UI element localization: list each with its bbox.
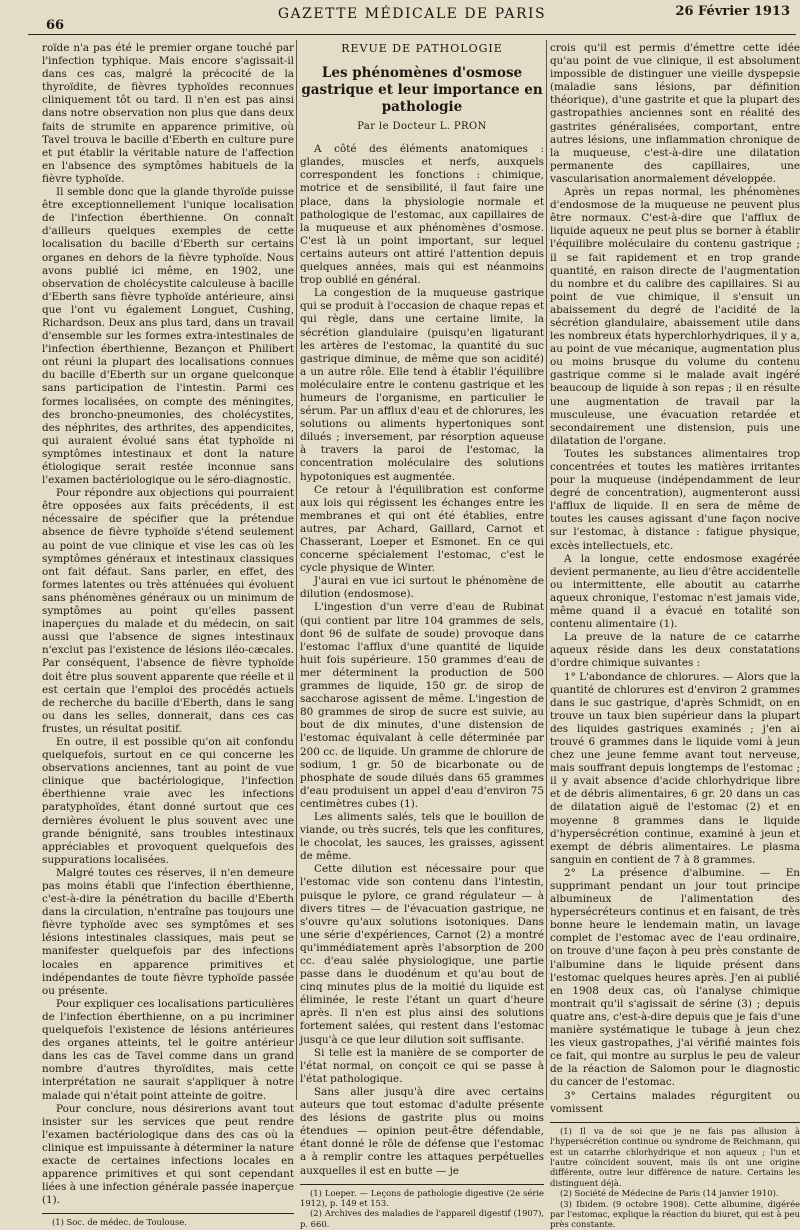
column-3 [550, 42, 800, 1230]
article-author: Par le Docteur L. PRON [357, 121, 487, 133]
paragraph: Ce retour à l'équilibration est conforme aux lois qui régissent les échanges entre les membranes et qui ont été établies, entre autres, par Achard, Gaillard, Carnot et Chasserant, Loeper et Esmonet. En ce qui concerne spécialement l'estomac, c'est le cycle physique de Winter. [300, 483, 544, 575]
paragraph: La congestion de la muqueuse gastrique qui se produit à l'occasion de chaque repas et qui règle, dans une certaine limite, la sécrétion glandulaire (puisqu'en ligaturant les artères de l'estomac, la quantité du suc gastrique diminue, de même que son acidité) a un autre rôle. Elle tend à établir l'équilibre moléculaire entre le contenu gastrique et les humeurs de l'organisme, en particulier le sérum. Par un afflux d'eau et de chlorures, les solutions ou aliments hypertoniques sont dilués ; inversement, par résorption aqueuse à travers la paroi de l'estomac, la concentration moléculaire des solutions hypotoniques est augmentée. [300, 287, 544, 483]
paragraph: Cette dilution est nécessaire pour que l'estomac vide son contenu dans l'intestin, puisque le pylore, ce grand régulateur — à divers titres — de l'évacuation gastrique, ne s'ouvre qu'aux solutions isotoniques. Dans une série d'expériences, Carnot (2) a montré qu'immédiatement après l'absorption de 200 cc. d'eau salée physiologique, une partie passe dans le duodénum et qu'au bout de cinq minutes plus de la moitié du liquide est éliminée, le reste l'étant un quart d'heure après. Il n'en est plus ainsi des solutions fortement salées, qui restent dans l'estomac jusqu'à ce que leur dilution soit suffisante. [300, 863, 544, 1046]
journal-title: GAZETTE MÉDICALE DE PARIS [277, 6, 547, 22]
paragraph: Il semble donc que la glande thyroïde puisse être exceptionnellement l'unique localisation de l'infection éberthienne. On connaît d'ailleurs quelques exemples de cette localisation du bacille d'Eberth sur certains organes en dehors de la fièvre typhoïde. Nous avons publié ici même, en 1902, une observation de cholécystite calculeuse à bacille d'Eberth sans fièvre typhoïde antérieure, ainsi que l'ont vu également Longuet, Cushing, Richardson. Deux ans plus tard, dans un travail d'ensemble sur les formes extra-intestinales de l'infection éberthienne, Bezançon et Philibert ont réuni la plupart des localisations connues du bacille d'Eberth sur un organe quelconque sans participation de l'intestin. Parmi ces formes localisées, on compte des méningites, des broncho-pneumonies, des cholécystites, des néphrites, des arthrites, des appendicites, qui auraient évolué sans état typhoïde ni symptômes intestinaux et dont la nature étiologique serait restée inconnue sans l'examen bactériologique ou le séro-diagnostic. [42, 186, 294, 487]
paragraph: J'aurai en vue ici surtout le phénomène de dilution (endosmose). [300, 575, 544, 601]
paragraph: Pour répondre aux objections qui pourraient être opposées aux faits précédents, il est nécessaire de spécifier que la prétendue absence de fièvre typhoïde s'étend seulement au point de vue clinique et vise les cas où les symptômes généraux et intestinaux classiques ont fait défaut. Sans parler, en effet, des formes latentes ou très atténuées qui évoluent sans phénomènes généraux ou un minimum de symptômes au point qu'elles passent inaperçues du malade et du médecin, on sait aussi que l'absence de signes intestinaux n'exclut pas l'existence de lésions iléo-cæcales. Par conséquent, l'absence de fièvre typhoïde doit être plus souvent apparente que réelle et il est certain que l'emploi des procédés actuels de recherche du bacille d'Eberth, dans le sang ou dans les selles, donnerait, dans ces cas frustes, un résultat positif. [42, 487, 294, 735]
paragraph: A la longue, cette endosmose exagérée devient permanente, au lieu d'être accidentelle ou intermittente, elle aboutit au catarrhe aqueux chronique, l'estomac n'est jamais vide, même quand il a évacué en totalité son contenu alimentaire (1). [550, 552, 800, 631]
paragraph: 3° Certains malades régurgitent ou vomissent [550, 1089, 800, 1115]
footnote: (1) Il va de soi que je ne fais pas allusion à l'hypersécrétion continue ou syndrome de Reichmann, qui est un catarrhe chlorhydrique et non aqueux ; l'un et l'autre coïncident souvent, mais ils ont une origine différente, outre leur différence de nature. Certains les distinguent déjà. [550, 1125, 800, 1188]
paragraph: Sans aller jusqu'à dire avec certains auteurs que tout estomac d'adulte présente des lésions de gastrite plus ou moins étendues — opinion peut-être défendable, étant donné le rôle de défense que l'estomac a à remplir contre les attaques perpétuelles auxquelles il est en butte — je [300, 1085, 544, 1177]
paragraph: Si telle est la manière de se comporter de l'état normal, on conçoit ce qui se passe à l'état pathologique. [300, 1046, 544, 1085]
footnote: (2) Archives des maladies de l'appareil digestif (1907), p. 660. [300, 1208, 544, 1229]
paragraph: Les aliments salés, tels que le bouillon de viande, ou très sucrés, tels que les confitures, le chocolat, les sauces, les graisses, agissent de même. [300, 810, 544, 863]
paragraph: crois qu'il est permis d'émettre cette idée qu'au point de vue clinique, il est absolument impossible de distinguer une vieille dyspepsie (maladie sans lésions, par définition théorique), d'une gastrite et que la plupart des gastropathies anciennes sont en réalité des gastrites généralisées, comportant, entre autres lésions, une inflammation chronique de la muqueuse, c'est-à-dire une dilatation permanente des capillaires, une vascularisation anormalement développée. [550, 42, 800, 185]
paragraph: Pour expliquer ces localisations particulières de l'infection éberthienne, on a pu incriminer quelquefois l'existence de lésions antérieures des organes atteints, tel le goitre antérieur dans les cas de Tavel comme dans un grand nombre d'autres thyroïdites, mais cette interprétation ne saurait s'appliquer à notre malade qui n'était point atteinte de goitre. [42, 997, 294, 1102]
paragraph: 2° La présence d'albumine. — En supprimant pendant un jour tout principe albumineux de l'alimentation des hypersécréteurs continus et en faisant, de très bonne heure le lendemain matin, un lavage complet de l'estomac avec de l'eau ordinaire, on trouve d'une façon à peu près constante de l'albumine dans le liquide présent dans l'estomac quelques heures après. J'en ai publié en 1908 deux cas, où l'analyse chimique montrait qu'il s'agissait de sérine (3) ; depuis quatre ans, c'est-à-dire depuis que je fais d'une manière systématique le tubage à jeun chez les vieux gastropathes, j'ai vérifié maintes fois ce fait, qui montre au surplus le peu de valeur de la réaction de Salomon pour le diagnostic du cancer de l'estomac. [550, 866, 800, 1089]
footnote: (3) Ibidem. (9 octobre 1908). Cette albumine, digérée par l'estomac, explique la réaction du biuret, qui est à peu près constante. [550, 1198, 800, 1230]
footnotes [42, 1213, 294, 1227]
section-heading: REVUE DE PATHOLOGIE [341, 42, 503, 55]
paragraph: Malgré toutes ces réserves, il n'en demeure pas moins établi que l'infection éberthienne, c'est-à-dire la pénétration du bacille d'Eberth dans la circulation, n'entraîne pas toujours une fièvre typhoïde avec ses symptômes et ses lésions intestinales classiques, mais peut se manifester quelquefois par des infections locales en apparence primitives et indépendantes de toute fièvre typhoïde passée ou présente. [42, 866, 294, 997]
paragraph: La preuve de la nature de ce catarrhe aqueux réside dans les deux constatations d'ordre chimique suivantes : [550, 631, 800, 670]
article-title: Les phénomènes d'osmose gastrique et leur importance en pathologie [301, 65, 543, 116]
footnote: (1) Soc. de médec. de Toulouse. [52, 1217, 187, 1228]
paragraph: A côté des éléments anatomiques : glandes, muscles et nerfs, auxquels correspondent les fonctions : chimique, motrice et de sensibilité, il faut faire une place, dans la physiologie normale et pathologique de l'estomac, aux capillaires de la muqueuse et aux phénomènes d'osmose. C'est là un point important, sur lequel certains auteurs ont attiré l'attention depuis quelques années, mais qui est néanmoins trop oublié en général. [300, 143, 544, 287]
paragraph: Pour conclure, nous désirerions avant tout insister sur les services que peut rendre l'examen bactériologique dans des cas où la clinique est impuissante à déterminer la nature exacte de certaines infections locales en apparence primitives et qui sont cependant liées à une infection générale passée inaperçue (1). [42, 1102, 294, 1207]
paragraph: Toutes les substances alimentaires trop concentrées et toutes les matières irritantes pour la muqueuse (indépendamment de leur degré de concentration), augmenteront aussi l'afflux de liquide. Il en sera de même de toutes les causes agissant d'une façon nocive sur l'estomac, à distance : fatigue physique, excès intellectuels, etc. [550, 447, 800, 552]
footnote: (2) Société de Médecine de Paris (14 janvier 1910). [560, 1188, 779, 1199]
footnotes [550, 1122, 800, 1230]
paragraph: roïde n'a pas été le premier organe touché par l'infection typhique. Mais encore s'agissait-il dans ces cas, malgré la précocité de la thyroïdite, de fièvres typhoïdes reconnues cliniquement tôt ou tard. Il n'en est pas ainsi dans notre observation non plus que dans deux faits de strumite en apparence primitive, où Tavel trouva le bacille d'Eberth en culture pure et put établir la véritable nature de l'affection en l'absence des symptômes habituels de la fièvre typhoïde. [42, 42, 294, 185]
column-divider [546, 40, 547, 1100]
paragraph: En outre, il est possible qu'on ait confondu quelquefois, surtout en ce qui concerne les observations anciennes, tant au point de vue clinique que bactériologique, l'infection éberthienne vraie avec les infections paratyphoïdes, étant donné surtout que ces dernières évoluent le plus souvent avec une grande bénignité, sans troubles intestinaux appréciables et provoquent quelquefois des suppurations localisées. [42, 735, 294, 866]
column-divider [296, 40, 297, 1100]
footnotes [300, 1184, 544, 1230]
issue-date: 26 Février 1913 [675, 4, 790, 19]
column-1 [42, 42, 294, 1228]
footnote: (1) Loeper. — Leçons de pathologie digestive (2e série 1912), p. 149 et 153. [300, 1187, 544, 1208]
column-2 [300, 42, 544, 1229]
paragraph: L'ingestion d'un verre d'eau de Rubinat (qui contient par litre 104 grammes de sels, dont 96 de sulfate de soude) provoque dans l'estomac l'afflux d'une quantité de liquide huit fois supérieure. 150 grammes d'eau de mer déterminent la production de 500 grammes de liquide, 150 gr. de sirop de saccharose agissent de même. L'ingestion de 80 grammes de sirop de sucre est suivie, au bout de dix minutes, d'une distension de l'estomac équivalant à celle déterminée par 200 cc. de liquide. Un gramme de chlorure de sodium, 1 gr. 50 de bicarbonate ou de phosphate de soude dilués dans 65 grammes d'eau produisent un appel d'eau d'environ 75 centimètres cubes (1). [300, 601, 544, 810]
paragraph: Après un repas normal, les phénomènes d'endosmose de la muqueuse ne peuvent plus être normaux. C'est-à-dire que l'afflux de liquide aqueux ne peut plus se borner à établir l'équilibre moléculaire du contenu gastrique ; il se fait rapidement et en trop grande quantité, en raison directe de l'augmentation du nombre et du calibre des capillaires. Si au point de vue chimique, il s'ensuit un abaissement du degré de l'acidité de la sécrétion glandulaire, abaissement utile dans les nombreux états hyperchlorhydriques, il y a, au point de vue mécanique, augmentation plus ou moins brusque du volume du contenu gastrique comme si le malade avait ingéré beaucoup de liquide à son repas ; il en résulte une augmentation de travail par la musculeuse, une évacuation retardée et secondairement une distension, puis une dilatation de l'organe. [550, 186, 800, 447]
paragraph: 1° L'abondance de chlorures. — Alors que la quantité de chlorures est d'environ 2 grammes dans le suc gastrique, d'après Schmidt, on en trouve un taux bien supérieur dans la plupart des liquides gastriques examinés ; j'en ai trouvé 6 grammes dans le liquide vomi à jeun chez une jeune femme avant tout nerveuse, mais souffrant depuis longtemps de l'estomac ; il y avait absence d'acide chlorhydrique libre et de débris alimentaires, 6 gr. 20 dans un cas de dilatation aiguë de l'estomac (2) et en moyenne 8 grammes dans le liquide d'hypersécrétion continue, examiné à jeun et exempt de débris alimentaires. Le plasma sanguin en contient de 7 à 8 grammes. [550, 670, 800, 866]
page-number: 66 [46, 18, 65, 33]
page-header [28, 4, 796, 35]
